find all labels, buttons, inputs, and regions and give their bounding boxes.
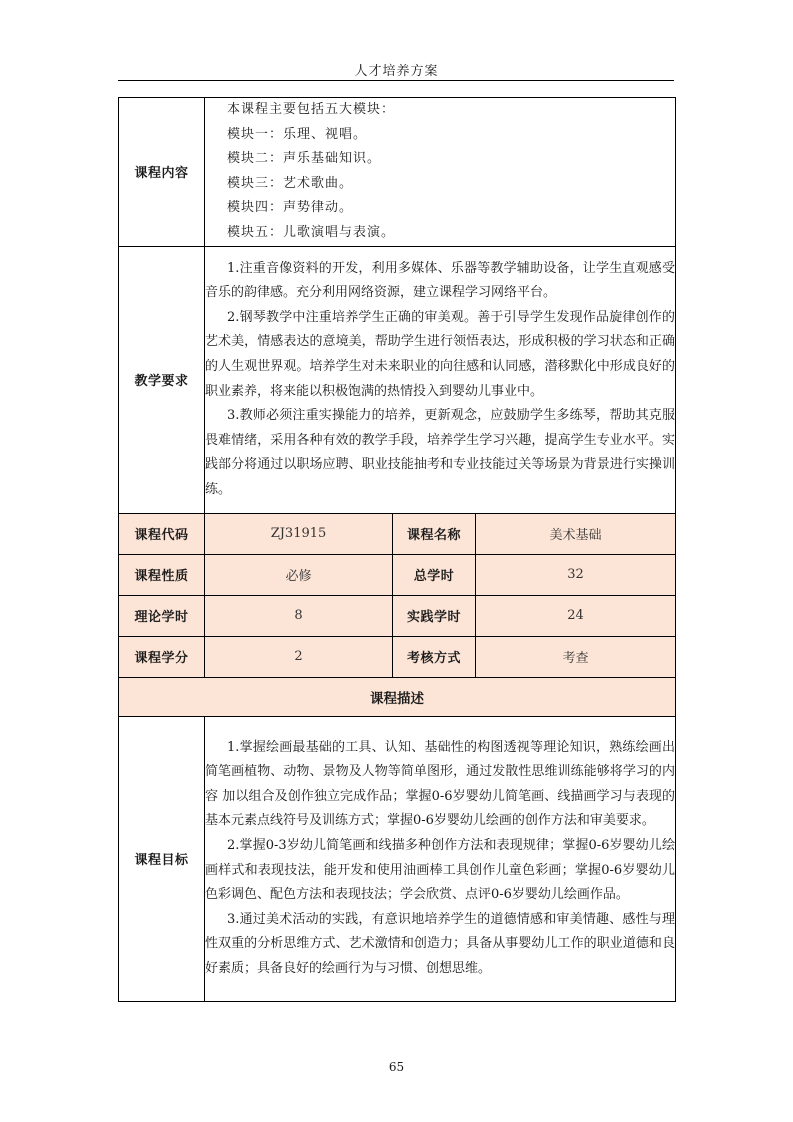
course-content-cell bbox=[205, 98, 676, 247]
module-item: 模块五：儿歌演唱与表演。 bbox=[227, 224, 396, 240]
course-goals-cell bbox=[205, 716, 676, 1001]
theory-hours-label: 理论学时 bbox=[119, 595, 205, 636]
course-description-header: 课程描述 bbox=[119, 677, 676, 716]
module-item: 模块二：声乐基础知识。 bbox=[227, 151, 382, 167]
page-header: 人才培养方案 bbox=[354, 64, 439, 79]
teaching-requirements-label: 教学要求 bbox=[119, 246, 205, 513]
credits-label: 课程学分 bbox=[119, 636, 205, 677]
course-code-label: 课程代码 bbox=[119, 513, 205, 554]
course-goals-label: 课程目标 bbox=[119, 716, 205, 1001]
total-hours-value: 32 bbox=[476, 554, 676, 595]
requirement-paragraph: 1.注重音像资料的开发，利用多媒体、乐器等教学辅助设备，让学生直观感受音乐的韵律感。充分利用网络资源，建立课程学习网络平台。 bbox=[205, 260, 675, 301]
module-item: 模块四：声势律动。 bbox=[227, 200, 354, 216]
module-item: 模块一：乐理、视唱。 bbox=[227, 126, 368, 142]
course-nature-label: 课程性质 bbox=[119, 554, 205, 595]
teaching-requirements-cell bbox=[205, 246, 676, 513]
course-name-label: 课程名称 bbox=[393, 513, 476, 554]
course-content-label: 课程内容 bbox=[119, 98, 205, 247]
total-hours-label: 总学时 bbox=[393, 554, 476, 595]
course-nature-value: 必修 bbox=[205, 554, 393, 595]
course-content-intro: 本课程主要包括五大模块： bbox=[227, 102, 396, 117]
goal-paragraph: 2.掌握0-3岁幼儿简笔画和线描多种创作方法和表现规律；掌握0-6岁婴幼儿绘画样式和表现技法，能开发和使用油画棒工具创作儿童色彩画；掌握0-6岁婴幼儿色彩调色、配色方法和表现技法；学会欣赏、点评0-6岁婴幼儿绘画作品。 bbox=[205, 837, 675, 903]
credits-value: 2 bbox=[205, 636, 393, 677]
theory-hours-value: 8 bbox=[205, 595, 393, 636]
goal-paragraph: 3.通过美术活动的实践，有意识地培养学生的道德情感和审美情趣、感性与理性双重的分析思维方式、艺术激情和创造力；具备从事婴幼儿工作的职业道德和良好素质；具备良好的绘画行为与习惯、创想思维。 bbox=[205, 911, 675, 976]
header-rule bbox=[118, 80, 674, 81]
practice-hours-value: 24 bbox=[476, 595, 676, 636]
assessment-label: 考核方式 bbox=[393, 636, 476, 677]
course-code-value: ZJ31915 bbox=[205, 513, 393, 554]
row-nature-hours bbox=[119, 554, 676, 595]
practice-hours-label: 实践学时 bbox=[393, 595, 476, 636]
row-course-content bbox=[119, 98, 676, 247]
page-number: 65 bbox=[388, 1060, 405, 1074]
module-item: 模块三：艺术歌曲。 bbox=[227, 175, 354, 191]
row-course-goals bbox=[119, 716, 676, 1001]
assessment-value: 考查 bbox=[476, 636, 676, 677]
row-description-header bbox=[119, 677, 676, 716]
row-theory-practice bbox=[119, 595, 676, 636]
row-code-name bbox=[119, 513, 676, 554]
requirement-paragraph: 2.钢琴教学中注重培养学生正确的审美观。善于引导学生发现作品旋律创作的艺术美，情感表达的意境美，帮助学生进行领悟表达，形成积极的学习状态和正确的人生观世界观。培养学生对未来职业的向往感和认同感，潜移默化中形成良好的职业素养，将来能以积极饱满的热情投入到婴幼儿事业中。 bbox=[205, 309, 675, 399]
row-credits-assessment bbox=[119, 636, 676, 677]
course-table bbox=[118, 97, 676, 1002]
row-teaching-requirements bbox=[119, 246, 676, 513]
requirement-paragraph: 3.教师必须注重实操能力的培养，更新观念，应鼓励学生多练琴，帮助其克服畏难情绪，采用各种有效的教学手段，培养学生学习兴趣，提高学生专业水平。实践部分将通过以职场应聘、职业技能抽考和专业技能过关等场景为背景进行实操训练。 bbox=[205, 408, 675, 497]
course-name-value: 美术基础 bbox=[476, 513, 676, 554]
goal-paragraph: 1.掌握绘画最基础的工具、认知、基础性的构图透视等理论知识，熟练绘画出简笔画植物、动物、景物及人物等简单图形，通过发散性思维训练能够将学习的内容 加以组合及创作独立完成作品；掌握0-6岁婴幼儿简笔画、线描画学习与表现的基本元素点线符号及训练方式；掌握0-6岁婴幼儿绘画的创作方法和审美要求。 bbox=[205, 739, 675, 829]
